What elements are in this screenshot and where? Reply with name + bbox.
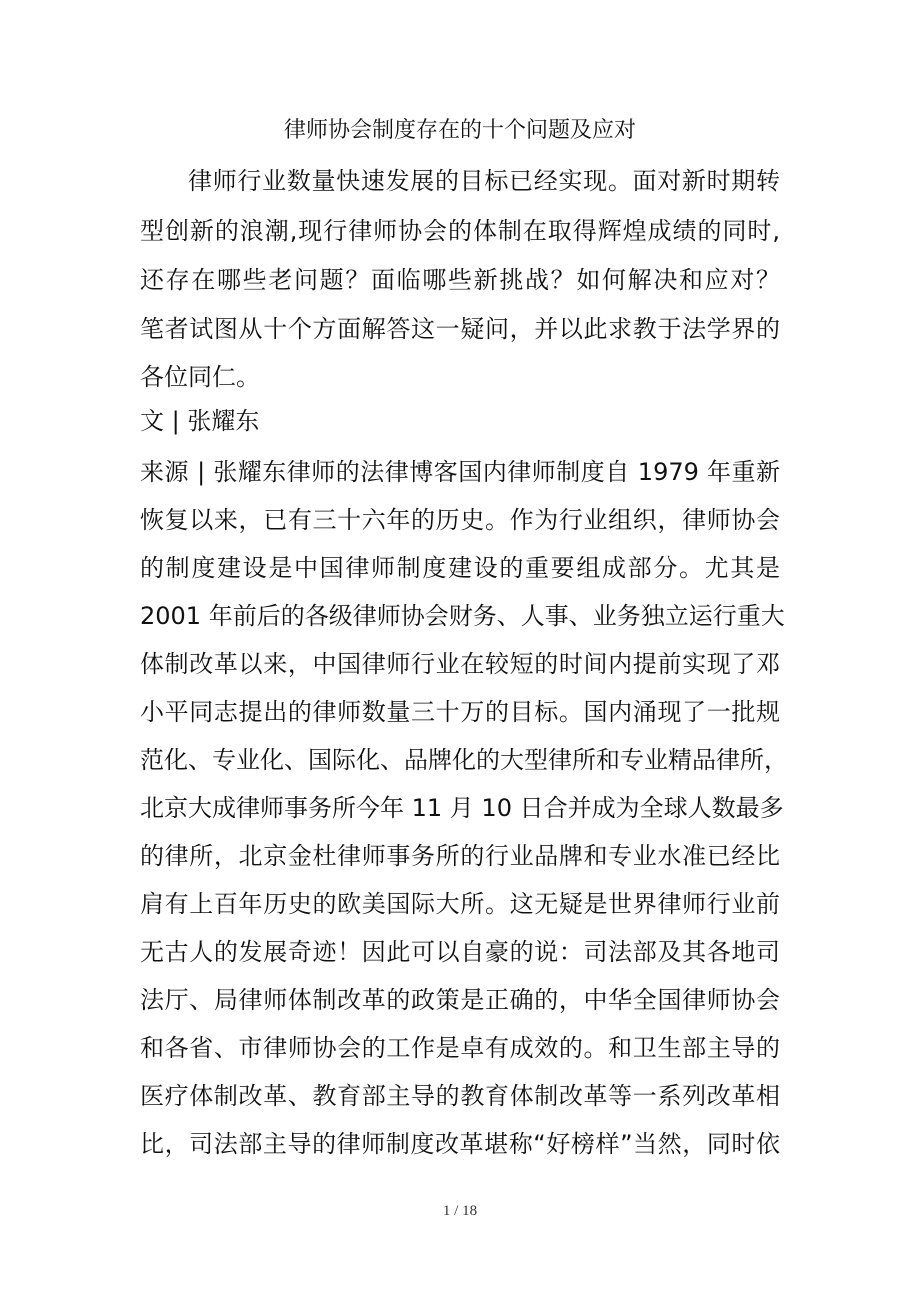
text-line: 体制改革以来，中国律师行业在较短的时间内提前实现了邓 <box>140 650 780 678</box>
text-line: 医疗体制改革、教育部主导的教育体制改革等一系列改革相 <box>140 1082 780 1110</box>
author-line: 文 | 张耀东 <box>140 407 260 435</box>
text-line: 的律所，北京金杜律师事务所的行业品牌和专业水准已经比 <box>140 842 780 870</box>
text-line: 法厅、局律师体制改革的政策是正确的，中华全国律师协会 <box>140 986 780 1014</box>
text-line: 北京大成律师事务所今年 11 月 10 日合并成为全球人数最多 <box>140 794 784 822</box>
text-line: 律师行业数量快速发展的目标已经实现。面对新时期转 <box>188 167 780 195</box>
text-line: 和各省、市律师协会的工作是卓有成效的。和卫生部主导的 <box>140 1034 780 1062</box>
text-line: 比，司法部主导的律师制度改革堪称“好榜样”当然，同时依 <box>140 1130 780 1158</box>
text-line: 型创新的浪潮,现行律师协会的体制在取得辉煌成绩的同时, <box>140 217 780 245</box>
text-line: 范化、专业化、国际化、品牌化的大型律所和专业精品律所， <box>140 746 788 774</box>
text-line: 小平同志提出的律师数量三十万的目标。国内涌现了一批规 <box>140 698 780 726</box>
text-line: 肩有上百年历史的欧美国际大所。这无疑是世界律师行业前 <box>140 890 780 918</box>
text-line: 笔者试图从十个方面解答这一疑问，并以此求教于法学界的 <box>140 315 780 343</box>
text-line: 的制度建设是中国律师制度建设的重要组成部分。尤其是 <box>140 554 780 582</box>
text-line: 2001 年前后的各级律师协会财务、人事、业务独立运行重大 <box>140 602 785 630</box>
text-line: 无古人的发展奇迹！因此可以自豪的说：司法部及其各地司 <box>140 938 780 966</box>
text-line: 还存在哪些老问题？面临哪些新挑战？如何解决和应对？ <box>140 266 780 294</box>
document-title: 律师协会制度存在的十个问题及应对 <box>283 118 636 143</box>
page-number: 1 / 18 <box>442 1203 478 1219</box>
text-line: 来源 | 张耀东律师的法律博客国内律师制度自 1979 年重新 <box>140 458 780 486</box>
text-line: 恢复以来，已有三十六年的历史。作为行业组织，律师协会 <box>140 506 780 534</box>
text-line: 各位同仁。 <box>140 363 260 391</box>
